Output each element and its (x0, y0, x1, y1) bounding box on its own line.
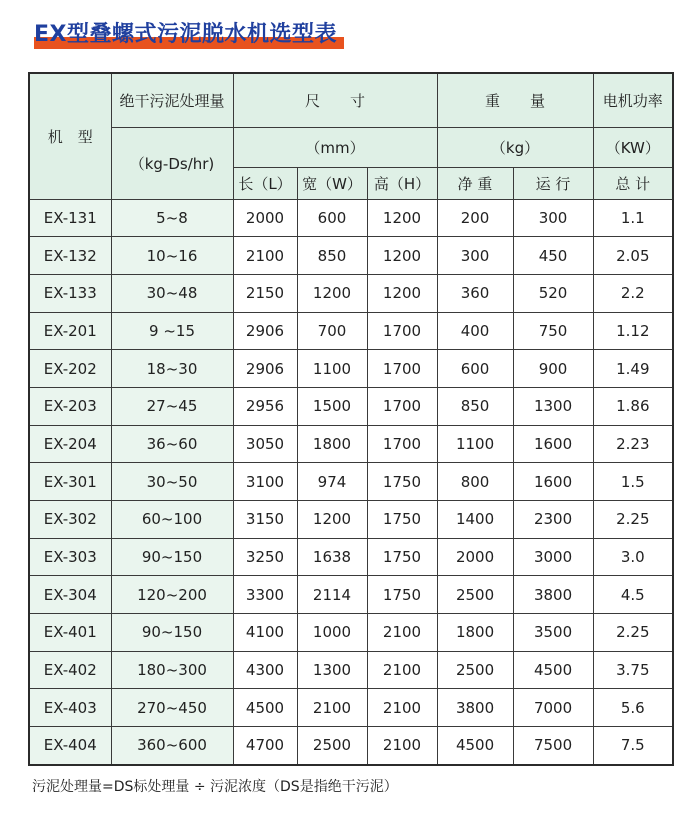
cell-capacity: 90~150 (111, 538, 233, 576)
cell-model: EX-203 (29, 387, 111, 425)
cell-height: 1750 (367, 538, 437, 576)
table-row (29, 387, 673, 425)
table-row (29, 199, 673, 237)
header-width: 宽（W） (297, 167, 367, 199)
cell-total-power: 2.25 (593, 501, 673, 539)
cell-width: 2100 (297, 689, 367, 727)
cell-model: EX-201 (29, 312, 111, 350)
cell-net-weight: 300 (437, 237, 513, 275)
cell-capacity: 60~100 (111, 501, 233, 539)
header-length: 长（L） (233, 167, 297, 199)
cell-operating-weight: 520 (513, 274, 593, 312)
cell-capacity: 30~50 (111, 463, 233, 501)
cell-net-weight: 2500 (437, 651, 513, 689)
cell-capacity: 36~60 (111, 425, 233, 463)
cell-net-weight: 200 (437, 199, 513, 237)
cell-width: 1200 (297, 274, 367, 312)
table-body (29, 199, 673, 765)
cell-length: 2906 (233, 312, 297, 350)
table-row (29, 425, 673, 463)
cell-net-weight: 360 (437, 274, 513, 312)
cell-model: EX-302 (29, 501, 111, 539)
table-row (29, 651, 673, 689)
cell-length: 4500 (233, 689, 297, 727)
cell-model: EX-404 (29, 727, 111, 765)
cell-net-weight: 2500 (437, 576, 513, 614)
cell-capacity: 120~200 (111, 576, 233, 614)
cell-width: 600 (297, 199, 367, 237)
cell-net-weight: 2000 (437, 538, 513, 576)
cell-total-power: 2.25 (593, 614, 673, 652)
table-row (29, 463, 673, 501)
cell-model: EX-304 (29, 576, 111, 614)
cell-capacity: 5~8 (111, 199, 233, 237)
cell-height: 2100 (367, 689, 437, 727)
cell-operating-weight: 2300 (513, 501, 593, 539)
cell-width: 2500 (297, 727, 367, 765)
cell-capacity: 27~45 (111, 387, 233, 425)
cell-length: 3050 (233, 425, 297, 463)
cell-model: EX-301 (29, 463, 111, 501)
cell-model: EX-403 (29, 689, 111, 727)
cell-operating-weight: 450 (513, 237, 593, 275)
cell-net-weight: 1400 (437, 501, 513, 539)
cell-total-power: 1.86 (593, 387, 673, 425)
cell-height: 1200 (367, 237, 437, 275)
cell-operating-weight: 4500 (513, 651, 593, 689)
cell-capacity: 30~48 (111, 274, 233, 312)
cell-width: 850 (297, 237, 367, 275)
cell-height: 1700 (367, 387, 437, 425)
footnote: 污泥处理量=DS标处理量 ÷ 污泥浓度（DS是指绝干污泥） (32, 779, 398, 795)
header-model: 机 型 (29, 73, 111, 199)
cell-length: 2000 (233, 199, 297, 237)
cell-total-power: 3.0 (593, 538, 673, 576)
cell-height: 1200 (367, 199, 437, 237)
cell-height: 1700 (367, 312, 437, 350)
cell-height: 1700 (367, 350, 437, 388)
cell-height: 1750 (367, 501, 437, 539)
table-row (29, 501, 673, 539)
cell-total-power: 1.1 (593, 199, 673, 237)
cell-model: EX-132 (29, 237, 111, 275)
table-row (29, 538, 673, 576)
cell-total-power: 5.6 (593, 689, 673, 727)
cell-width: 700 (297, 312, 367, 350)
table-row (29, 312, 673, 350)
cell-net-weight: 400 (437, 312, 513, 350)
table-row (29, 237, 673, 275)
cell-capacity: 9 ~15 (111, 312, 233, 350)
cell-total-power: 2.2 (593, 274, 673, 312)
cell-model: EX-202 (29, 350, 111, 388)
cell-total-power: 1.5 (593, 463, 673, 501)
cell-capacity: 90~150 (111, 614, 233, 652)
cell-model: EX-131 (29, 199, 111, 237)
cell-length: 3100 (233, 463, 297, 501)
table-row (29, 350, 673, 388)
header-height: 高（H） (367, 167, 437, 199)
cell-net-weight: 800 (437, 463, 513, 501)
cell-width: 1500 (297, 387, 367, 425)
header-size-unit: （mm） (233, 127, 437, 167)
cell-net-weight: 3800 (437, 689, 513, 727)
header-capacity-unit: （kg-Ds/hr) (111, 127, 233, 199)
cell-capacity: 10~16 (111, 237, 233, 275)
cell-height: 1750 (367, 463, 437, 501)
table-row (29, 576, 673, 614)
cell-operating-weight: 1600 (513, 463, 593, 501)
cell-length: 3150 (233, 501, 297, 539)
selection-table (28, 72, 674, 766)
cell-height: 1700 (367, 425, 437, 463)
cell-length: 4100 (233, 614, 297, 652)
cell-operating-weight: 1600 (513, 425, 593, 463)
cell-net-weight: 850 (437, 387, 513, 425)
cell-model: EX-303 (29, 538, 111, 576)
cell-width: 1100 (297, 350, 367, 388)
title-text: EX型叠螺式污泥脱水机选型表 (34, 22, 337, 47)
header-size: 尺 寸 (233, 73, 437, 127)
cell-height: 1750 (367, 576, 437, 614)
cell-width: 1300 (297, 651, 367, 689)
header-weight-unit: （kg） (437, 127, 593, 167)
header-weight: 重 量 (437, 73, 593, 127)
cell-model: EX-133 (29, 274, 111, 312)
table-row (29, 689, 673, 727)
table-row (29, 727, 673, 765)
cell-total-power: 4.5 (593, 576, 673, 614)
cell-operating-weight: 900 (513, 350, 593, 388)
cell-net-weight: 4500 (437, 727, 513, 765)
table-row (29, 614, 673, 652)
cell-model: EX-204 (29, 425, 111, 463)
cell-operating-weight: 3000 (513, 538, 593, 576)
header-power-unit: （KW） (593, 127, 673, 167)
cell-capacity: 18~30 (111, 350, 233, 388)
cell-width: 1800 (297, 425, 367, 463)
cell-length: 2956 (233, 387, 297, 425)
cell-length: 4300 (233, 651, 297, 689)
cell-height: 2100 (367, 614, 437, 652)
header-total: 总 计 (593, 167, 673, 199)
cell-operating-weight: 7000 (513, 689, 593, 727)
cell-operating-weight: 1300 (513, 387, 593, 425)
cell-operating-weight: 300 (513, 199, 593, 237)
cell-height: 2100 (367, 651, 437, 689)
cell-length: 3300 (233, 576, 297, 614)
cell-model: EX-401 (29, 614, 111, 652)
cell-height: 2100 (367, 727, 437, 765)
cell-width: 1200 (297, 501, 367, 539)
cell-total-power: 2.05 (593, 237, 673, 275)
cell-capacity: 360~600 (111, 727, 233, 765)
cell-total-power: 3.75 (593, 651, 673, 689)
cell-total-power: 1.49 (593, 350, 673, 388)
cell-operating-weight: 7500 (513, 727, 593, 765)
cell-net-weight: 1800 (437, 614, 513, 652)
cell-width: 1638 (297, 538, 367, 576)
cell-operating-weight: 750 (513, 312, 593, 350)
header-net-weight: 净 重 (437, 167, 513, 199)
cell-length: 2150 (233, 274, 297, 312)
cell-width: 2114 (297, 576, 367, 614)
cell-length: 4700 (233, 727, 297, 765)
cell-operating-weight: 3500 (513, 614, 593, 652)
table-row (29, 274, 673, 312)
page-title (34, 18, 337, 50)
cell-capacity: 270~450 (111, 689, 233, 727)
cell-length: 3250 (233, 538, 297, 576)
cell-width: 974 (297, 463, 367, 501)
cell-net-weight: 600 (437, 350, 513, 388)
cell-model: EX-402 (29, 651, 111, 689)
cell-total-power: 2.23 (593, 425, 673, 463)
header-operating: 运 行 (513, 167, 593, 199)
header-power: 电机功率 (593, 73, 673, 127)
header-capacity: 绝干污泥处理量 (111, 73, 233, 127)
cell-total-power: 1.12 (593, 312, 673, 350)
cell-width: 1000 (297, 614, 367, 652)
cell-length: 2906 (233, 350, 297, 388)
cell-net-weight: 1100 (437, 425, 513, 463)
cell-total-power: 7.5 (593, 727, 673, 765)
cell-capacity: 180~300 (111, 651, 233, 689)
cell-length: 2100 (233, 237, 297, 275)
cell-height: 1200 (367, 274, 437, 312)
cell-operating-weight: 3800 (513, 576, 593, 614)
